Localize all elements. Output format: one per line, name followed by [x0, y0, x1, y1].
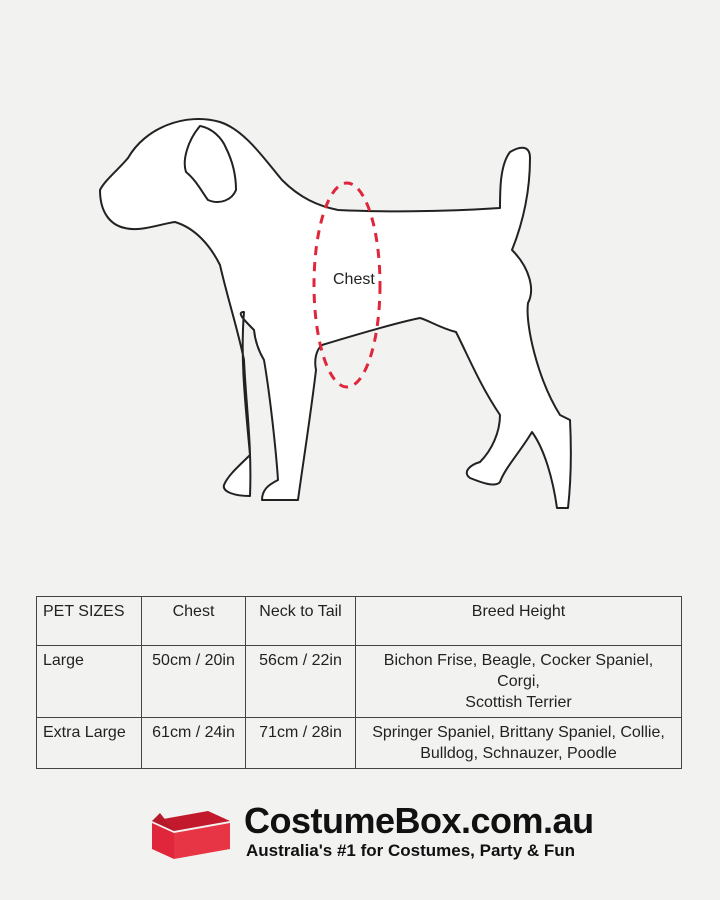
breed-line: Bichon Frise, Beagle, Cocker Spaniel, Corgi,	[383, 652, 654, 690]
breed-line: Scottish Terrier	[465, 694, 572, 711]
cell-chest: 61cm / 24in	[142, 718, 246, 769]
chest-label: Chest	[333, 271, 375, 288]
table-row	[37, 718, 682, 769]
brand-name: CostumeBox.com.au	[244, 800, 594, 841]
cell-breed-height	[356, 646, 682, 718]
header-pet-sizes: PET SIZES	[37, 597, 142, 646]
table-header-row	[37, 597, 682, 646]
cell-breed-height	[356, 718, 682, 769]
cell-neck-to-tail: 56cm / 22in	[246, 646, 356, 718]
table-row	[37, 646, 682, 718]
cell-chest: 50cm / 20in	[142, 646, 246, 718]
dog-silhouette-icon	[100, 119, 571, 508]
breed-line: Springer Spaniel, Brittany Spaniel, Collie,	[372, 724, 665, 741]
header-breed-height: Breed Height	[356, 597, 682, 646]
header-neck-to-tail: Neck to Tail	[246, 597, 356, 646]
red-box-icon	[150, 803, 232, 861]
cell-size: Extra Large	[37, 718, 142, 769]
breed-line: Bulldog, Schnauzer, Poodle	[420, 745, 617, 762]
header-chest: Chest	[142, 597, 246, 646]
cell-size: Large	[37, 646, 142, 718]
cell-neck-to-tail: 71cm / 28in	[246, 718, 356, 769]
size-chart-table	[36, 596, 682, 769]
brand-tagline: Australia's #1 for Costumes, Party & Fun	[246, 841, 576, 860]
